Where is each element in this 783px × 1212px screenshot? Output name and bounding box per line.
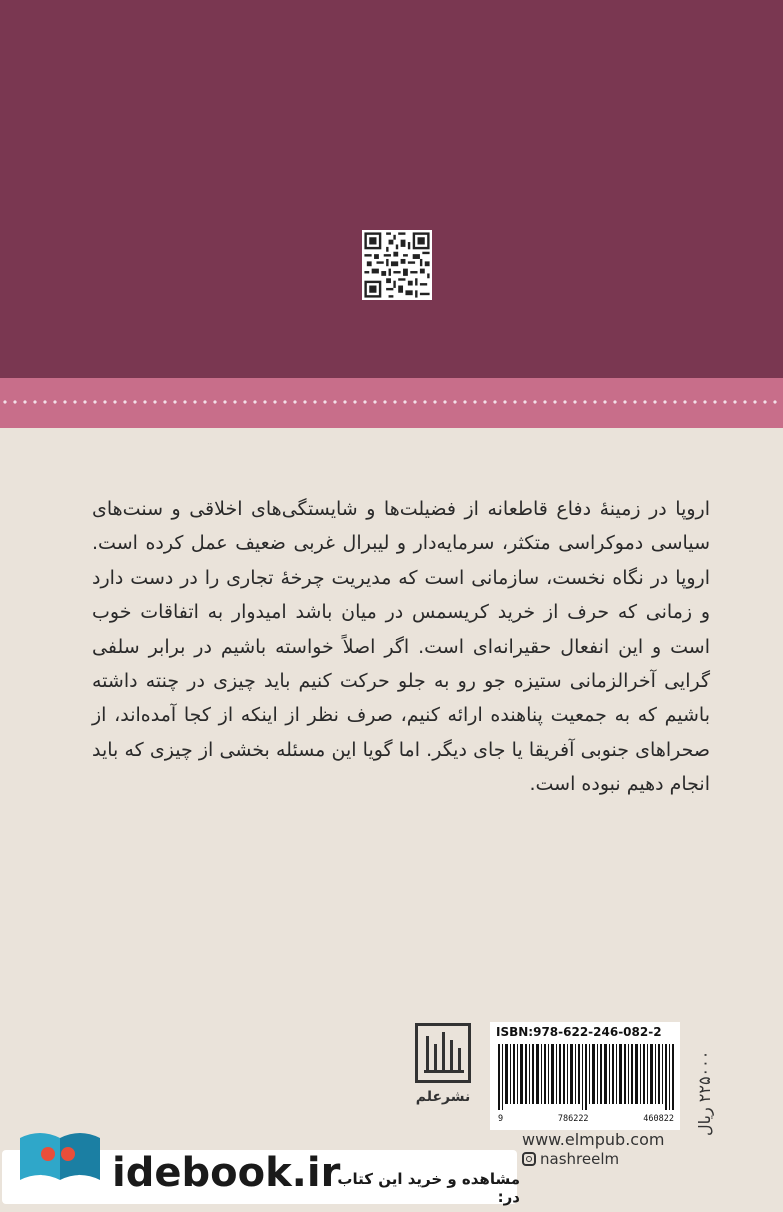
price-text: ۲۲۵۰۰۰ ریال: [695, 1050, 714, 1136]
isbn-barcode: [490, 1022, 680, 1130]
barcode-digit-left: 786222: [557, 1114, 589, 1124]
book-blurb: اروپا در زمینهٔ دفاع قاطعانه از فضیلت‌ها و شایستگی‌های اخلاقی و سنت‌های سیاسی دموکراسی متکثر، سرمایه‌دار و لیبرال غربی ضعیف عمل کرده است. اروپا در نگاه نخست، سازمانی است که مدیریت چرخهٔ تجاری را در دست دارد و زمانی که حرف از خرید کریسمس در میان باشد امیدوار به اتفاقات خوب است و این انفعال حقیرانه‌ای است. اگر اصلاً خواسته باشیم در برابر سلفی گرایی آخرالزمانی ستیزه جو رو به جلو حرکت کنیم باید چیزی در چنته داشته باشیم که به جمعیت پناهنده ارائه کنیم، صرف نظر از اینکه از کجا آمده‌اند، از صحراهای جنوبی آفریقا یا جای دیگر. اما گویا این مسئله بخشی از چیزی که باید انجام دهیم نبوده است.: [92, 498, 710, 796]
publisher-logo[interactable]: [412, 1023, 474, 1131]
qr-code-icon: [362, 230, 432, 300]
dotted-divider: [0, 398, 783, 406]
barcode-digit-right: 460822: [643, 1114, 674, 1124]
instagram-icon: [522, 1152, 536, 1166]
barcode-digit-lead: 9: [498, 1114, 504, 1124]
book-shelf-logo-icon: [415, 1023, 471, 1083]
cover-top-panel: [0, 0, 783, 378]
instagram-text: nashreelm: [540, 1150, 620, 1168]
watermark-banner[interactable]: [0, 1120, 520, 1212]
instagram-handle[interactable]: [522, 1150, 619, 1168]
price-label: [693, 1030, 717, 1140]
isbn-number: ISBN:978-622-246-082-2: [496, 1025, 662, 1039]
watermark-caption: مشاهده و خرید این کتاب در:: [337, 1170, 520, 1206]
website-link[interactable]: www.elmpub.com: [522, 1130, 665, 1149]
qr-code[interactable]: [362, 230, 432, 300]
barcode-digits: [498, 1114, 674, 1124]
watermark-brand: idebook.ir: [112, 1150, 341, 1196]
barcode-icon: [498, 1044, 674, 1110]
publisher-name: نشرعلم: [415, 1089, 471, 1105]
open-book-icon: [10, 1120, 110, 1200]
